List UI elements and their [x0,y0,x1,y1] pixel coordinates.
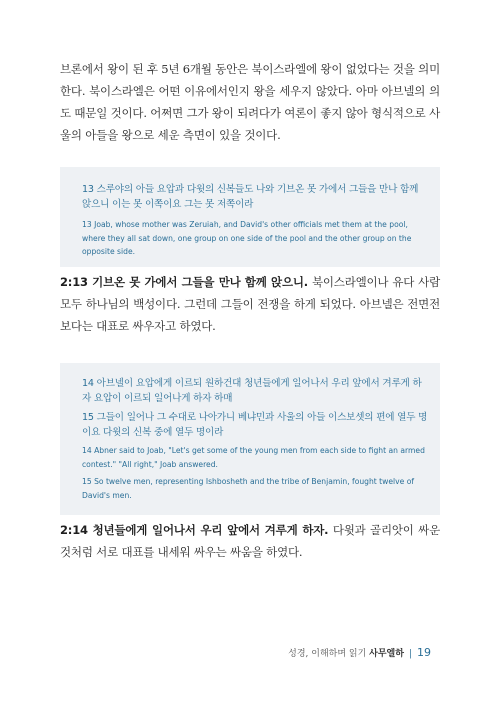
verse-13-korean: 13 스루야의 아들 요압과 다윗의 신복들도 나와 기브온 못 가에서 그들을 만나 함께 앉으니 이는 못 이쪽이요 그는 못 저쪽이라 [82,184,419,210]
verse-15-english: 15 So twelve men, representing Ishbosheth and the tribe of Benjamin, fought twelve of David's men. [82,477,415,500]
body-paragraph-3 [60,519,440,563]
body-paragraph-2 [60,271,440,337]
body-paragraph-1: 브론에서 왕이 된 후 5년 6개월 동안은 북이스라엘에 왕이 없었다는 것을 의미한다. 북이스라엘은 어떤 이유에서인지 왕을 세우지 않았다. 아마 아브넬의 의도 때문일 것이다. 어쩌면 그가 왕이 되려다가 여론이 좋지 않아 형식적으로 사울의 아들을 왕으로 세운 측면이 있을 것이다. [60,62,440,142]
verse-14-korean: 14 아브넬이 요압에게 이르되 원하건대 청년들에게 일어나서 우리 앞에서 겨루게 하자 요압이 이르되 일어나게 하자 하매 [82,378,422,404]
verse-heading-2-13: 2:13 기브온 못 가에서 그들을 만나 함께 앉으니. [60,275,308,289]
verse-15-korean: 15 그들이 일어나 그 수대로 나아가니 베냐민과 사울의 아들 이스보셋의 편에 열두 명이요 다윗의 신복 중에 열두 명이라 [82,412,428,438]
scripture-box-2 [60,363,440,515]
page-footer [288,646,431,659]
verse-heading-2-14: 2:14 청년들에게 일어나서 우리 앞에서 겨루게 하자. [60,523,329,537]
commentary-2-14: 다윗과 골리앗이 싸운 것처럼 서로 대표를 내세워 싸우는 싸움을 하였다. [60,523,440,559]
verse-14-english: 14 Abner said to Joab, "Let's get some of the young men from each side to fight an armed contest." "All right," Joab answered. [82,446,425,469]
footer-book-name: 사무엘하 [369,649,404,659]
footer-series-title: 성경, 이해하며 읽기 [288,649,367,659]
scripture-box-1 [60,167,440,267]
commentary-2-13: 북이스라엘이나 유다 사람 모두 하나님의 백성이다. 그런데 그들이 전쟁을 하게 되었다. 아브넬은 전면전보다는 대표로 싸우자고 하였다. [60,275,440,333]
footer-separator: | [408,649,412,659]
verse-13-english: 13 Joab, whose mother was Zeruiah, and David's other officials met them at the pool, where they all sat down, one group on one side of the pool and the other group on the opposite side. [82,220,412,256]
page-number: 19 [417,646,431,659]
